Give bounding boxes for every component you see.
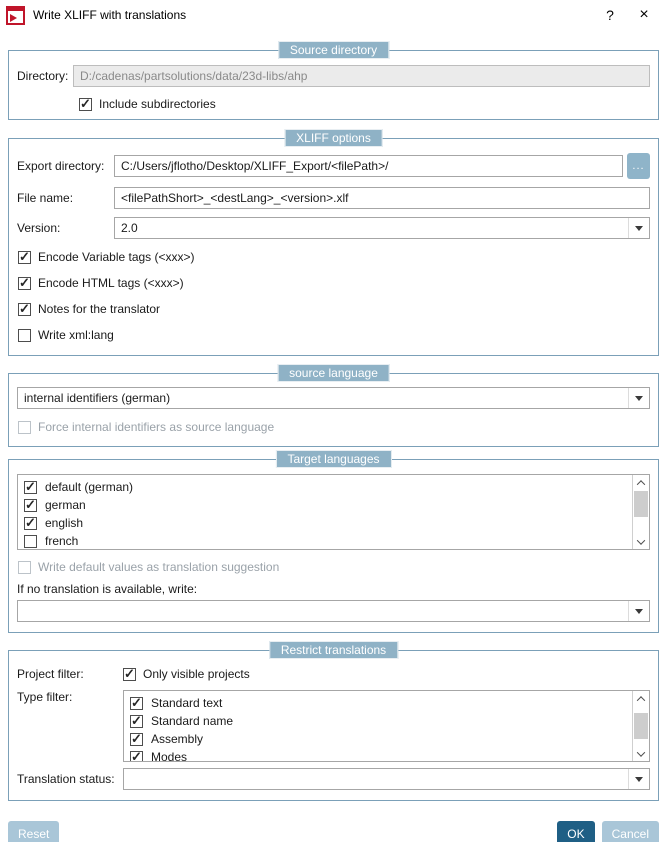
checkbox-icon: [18, 421, 31, 434]
checkbox-icon[interactable]: [24, 481, 37, 494]
scrollbar[interactable]: [632, 475, 649, 549]
checkbox-icon[interactable]: [18, 251, 31, 264]
scrollbar-up-icon[interactable]: [633, 475, 649, 490]
type-filter-label: Type filter:: [17, 690, 73, 704]
group-restrict-translations: [8, 643, 659, 801]
help-button[interactable]: ?: [606, 7, 614, 23]
group-target-languages: [8, 452, 659, 633]
no-translation-label: If no translation is available, write:: [17, 582, 198, 596]
checkbox-icon[interactable]: [18, 329, 31, 342]
checkbox-icon[interactable]: [123, 668, 136, 681]
group-title-restrict-translations: Restrict translations: [269, 641, 398, 659]
group-title-source-directory: Source directory: [278, 41, 389, 59]
list-item[interactable]: ✓ german: [24, 496, 632, 514]
scrollbar-down-icon[interactable]: [633, 534, 649, 549]
list-item[interactable]: ✓ english: [24, 514, 632, 532]
notes-for-translator-checkbox[interactable]: ✓ Notes for the translator: [18, 301, 650, 317]
checkbox-icon[interactable]: [18, 277, 31, 290]
checkbox-icon[interactable]: [79, 98, 92, 111]
version-label: Version:: [17, 221, 61, 235]
checkbox-icon[interactable]: [24, 517, 37, 530]
scrollbar-up-icon[interactable]: [633, 691, 649, 706]
source-language-combobox[interactable]: internal identifiers (german): [17, 387, 650, 409]
checkbox-icon[interactable]: [130, 715, 143, 728]
encode-html-tags-checkbox[interactable]: ✓ Encode HTML tags (<xxx>): [18, 275, 650, 291]
version-combobox[interactable]: 2.0: [114, 217, 650, 239]
directory-field: D:/cadenas/partsolutions/data/23d-libs/ahp: [73, 65, 650, 87]
ok-button[interactable]: OK: [557, 821, 594, 842]
checkbox-icon[interactable]: [18, 303, 31, 316]
checkbox-icon: [18, 561, 31, 574]
type-filter-list[interactable]: [123, 690, 650, 762]
group-xliff-options: [8, 131, 659, 356]
browse-button[interactable]: ...: [627, 153, 650, 179]
encode-variable-tags-checkbox[interactable]: ✓ Encode Variable tags (<xxx>): [18, 249, 650, 265]
list-item[interactable]: french: [24, 532, 632, 549]
checkbox-icon[interactable]: [24, 499, 37, 512]
title-bar: [0, 0, 667, 30]
scrollbar[interactable]: [632, 691, 649, 761]
list-item[interactable]: ✓ Assembly: [130, 730, 632, 748]
scrollbar-thumb[interactable]: [634, 491, 648, 517]
chevron-down-icon[interactable]: [628, 601, 649, 621]
only-visible-projects-checkbox[interactable]: ✓ Only visible projects: [123, 667, 250, 681]
export-directory-input[interactable]: C:/Users/jflotho/Desktop/XLIFF_Export/<filePath>/: [114, 155, 623, 177]
chevron-down-icon[interactable]: [628, 769, 649, 789]
group-title-target-languages: Target languages: [275, 450, 391, 468]
file-name-input[interactable]: <filePathShort>_<destLang>_<version>.xlf: [114, 187, 650, 209]
translation-status-combobox[interactable]: [123, 768, 650, 790]
group-source-language: [8, 366, 659, 447]
project-filter-label: Project filter:: [17, 667, 84, 681]
checkbox-icon[interactable]: [24, 535, 37, 548]
include-subdirectories-checkbox[interactable]: ✓ Include subdirectories: [79, 97, 650, 111]
group-source-directory: [8, 43, 659, 120]
checkbox-icon[interactable]: [130, 751, 143, 762]
chevron-down-icon[interactable]: [628, 218, 649, 238]
export-directory-label: Export directory:: [17, 159, 105, 173]
scrollbar-thumb[interactable]: [634, 713, 648, 739]
cancel-button[interactable]: Cancel: [602, 821, 659, 842]
file-name-label: File name:: [17, 191, 74, 205]
window-title: Write XLIFF with translations: [33, 8, 187, 22]
write-default-values-checkbox: Write default values as translation suggestion: [18, 560, 650, 574]
group-title-source-language: source language: [277, 364, 390, 382]
scrollbar-down-icon[interactable]: [633, 746, 649, 761]
translation-status-label: Translation status:: [17, 772, 115, 786]
list-item[interactable]: ✓ Standard name: [130, 712, 632, 730]
target-languages-list[interactable]: [17, 474, 650, 550]
no-translation-combobox[interactable]: [17, 600, 650, 622]
list-item[interactable]: ✓ Standard text: [130, 694, 632, 712]
chevron-down-icon[interactable]: [628, 388, 649, 408]
write-xml-lang-checkbox[interactable]: Write xml:lang: [18, 327, 650, 343]
checkbox-icon[interactable]: [130, 733, 143, 746]
force-internal-identifiers-checkbox: Force internal identifiers as source language: [18, 420, 650, 434]
app-icon: [6, 6, 25, 25]
group-title-xliff-options: XLIFF options: [284, 129, 383, 147]
directory-label: Directory:: [17, 69, 69, 83]
list-item[interactable]: ✓ default (german): [24, 478, 632, 496]
checkbox-icon[interactable]: [130, 697, 143, 710]
close-button[interactable]: ×: [639, 6, 649, 23]
reset-button[interactable]: Reset: [8, 821, 59, 842]
footer: [8, 821, 659, 842]
list-item[interactable]: ✓ Modes: [130, 748, 632, 761]
